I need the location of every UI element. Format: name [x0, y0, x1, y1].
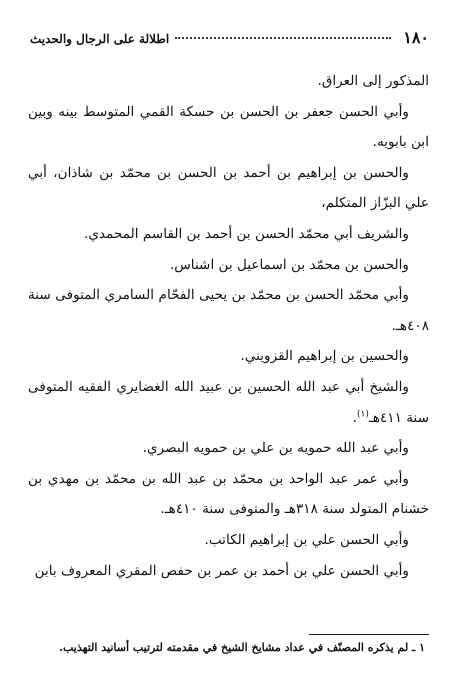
paragraph: وأبي الحسن علي بن إبراهيم الكاتب. [204, 531, 409, 548]
paragraph: والحسن بن محمّد بن اسماعيل بن اشناس. [169, 256, 409, 273]
paragraph: وأبي عبد الله حمويه بن علي بن حمويه البصري. [142, 440, 409, 457]
paragraph: وأبي الحسن علي بن أحمد بن عمر بن حفص المقري المعروف بابن [34, 562, 409, 579]
paragraph: والحسين بن إبراهيم القزويني. [240, 348, 409, 365]
paragraph: وأبي الحسن جعفر بن الحسن بن حسكة القمي المتوسط بينه وبين ابن بابويه. [28, 103, 429, 151]
paragraph [28, 372, 429, 433]
paragraph: المذكور إلى العراق. [317, 73, 429, 89]
page-number: ١٨٠ [403, 28, 429, 47]
header-dot-leader [175, 37, 391, 39]
main-text [28, 66, 429, 586]
paragraph: والحسن بن إبراهيم بن أحمد بن الحسن بن محمّد بن شاذان، أبي علي البزّاز المتكلم، [28, 164, 429, 212]
paragraph-text: والشيخ أبي عبد الله الحسين بن عبيد الله الغضايري الفقيه المتوفى سنة ٤١١هـ [28, 378, 429, 426]
footnote-divider [309, 634, 429, 635]
paragraph: وأبي عمر عبد الواحد بن محمّد بن عبد الله بن محمّد بن مهدي بن خشنام المتولد سنة ٣١٨هـ والمتوفى سنة ٤١٠هـ. [28, 470, 429, 518]
paragraph-tail: . [352, 409, 357, 426]
paragraph: وأبي محمّد الحسن بن محمّد بن يحيى الفحّام السامري المتوفى سنة ٤٠٨هـ. [28, 287, 429, 334]
page-header [30, 28, 429, 48]
footnote-reference[interactable]: (١) [356, 409, 369, 419]
running-title: اطلالة على الرجال والحديث [30, 32, 170, 46]
footnote: ١ ـ لم يذكره المصنّف في عداد مشايخ الشيخ في مقدمته لترتيب أسانيد التهذيب. [59, 641, 425, 654]
paragraph: والشريف أبي محمّد الحسن بن أحمد بن القاسم المحمدي. [84, 225, 409, 242]
